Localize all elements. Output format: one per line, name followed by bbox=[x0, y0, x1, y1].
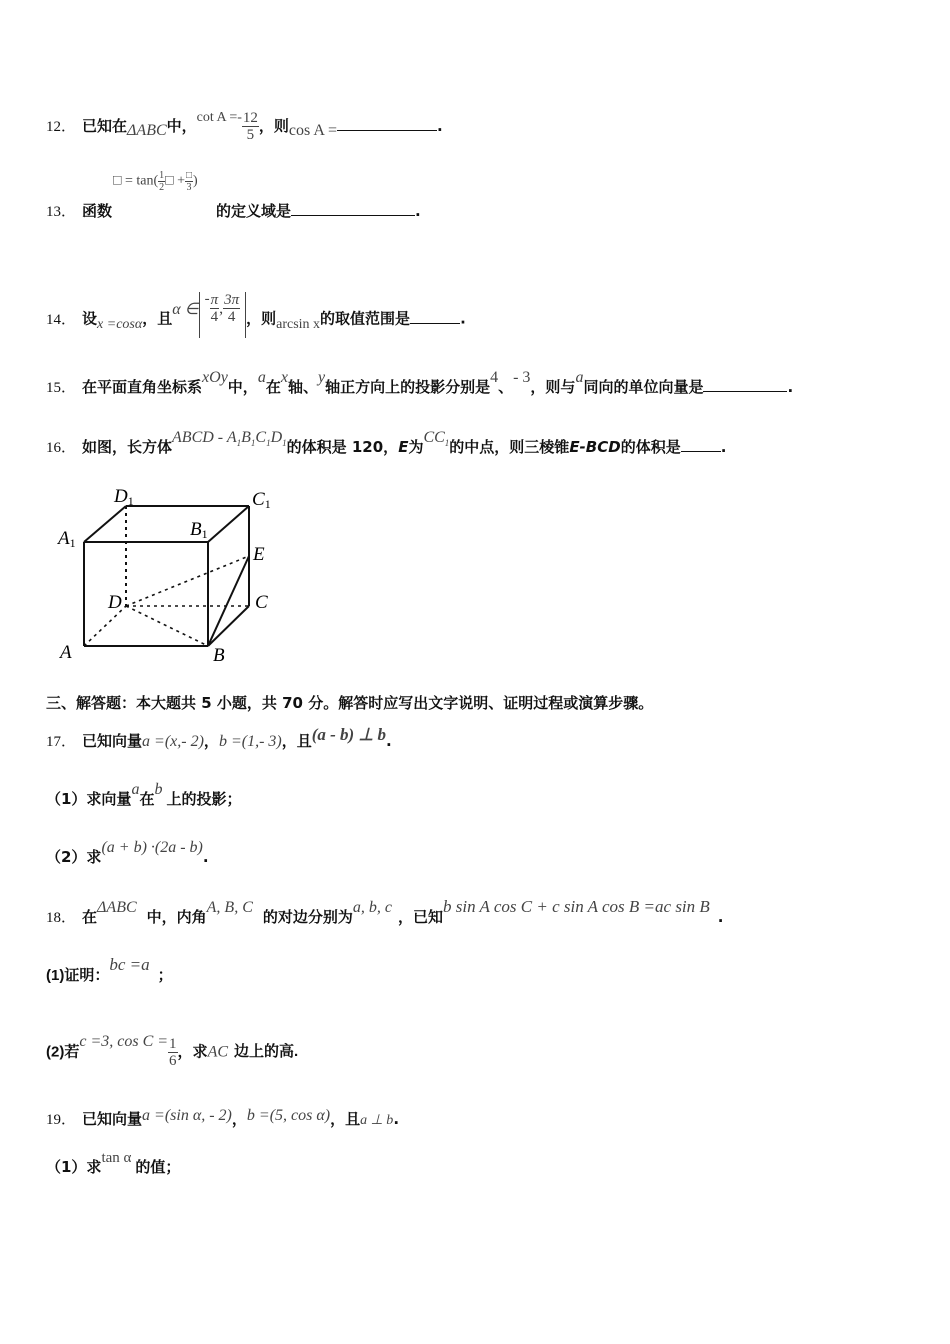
text: 在 bbox=[139, 790, 155, 808]
text: 在 bbox=[82, 908, 98, 926]
text: ，已知 bbox=[398, 908, 444, 926]
math-cc1 bbox=[423, 429, 450, 449]
text: ，则与 bbox=[530, 378, 576, 396]
text: . bbox=[415, 202, 421, 220]
text: 如图，长方体 bbox=[82, 438, 173, 456]
denominator: 4 bbox=[210, 309, 219, 325]
question-18 bbox=[46, 897, 724, 927]
math-eq: bc =a bbox=[109, 955, 150, 974]
text: 的定义域是 bbox=[216, 202, 292, 220]
math-part: ABCD - A bbox=[172, 429, 237, 446]
denominator: 3 bbox=[186, 182, 192, 193]
math-solid bbox=[172, 429, 287, 449]
numerator: π bbox=[210, 292, 219, 308]
label-C: C bbox=[255, 592, 268, 613]
question-number: 17． bbox=[46, 734, 77, 750]
numerator: □ bbox=[185, 170, 193, 181]
math-comma: , bbox=[219, 300, 224, 317]
formula-text: ) bbox=[193, 173, 198, 189]
answer-blank[interactable] bbox=[681, 450, 721, 452]
text: . bbox=[460, 309, 466, 328]
math-sides: a, b, c bbox=[352, 899, 392, 916]
math-b: b bbox=[154, 781, 163, 798]
question-17 bbox=[46, 725, 392, 751]
math-a: a bbox=[131, 781, 140, 798]
denominator: 6 bbox=[169, 1053, 177, 1069]
question-19-part-1 bbox=[46, 1150, 181, 1177]
text: 已知向量 bbox=[82, 1110, 143, 1128]
denominator: 2 bbox=[159, 182, 165, 193]
numerator: 12 bbox=[242, 110, 258, 126]
hidden-D-B bbox=[126, 606, 208, 646]
math-interval bbox=[199, 292, 247, 338]
math-part: B bbox=[241, 429, 251, 446]
math-perp: a ⊥ b bbox=[360, 1113, 394, 1128]
math-value: 4 bbox=[490, 369, 499, 386]
question-14 bbox=[46, 291, 466, 342]
math-angles: A, B, C bbox=[206, 899, 253, 916]
math-part: D bbox=[270, 429, 283, 446]
question-number: 18． bbox=[46, 910, 77, 926]
question-13 bbox=[46, 200, 421, 221]
math-a-def: a =(x,- 2) bbox=[142, 733, 204, 750]
text: 的值； bbox=[135, 1158, 181, 1176]
math-fraction bbox=[210, 292, 220, 325]
text: 为 bbox=[408, 438, 424, 456]
text: 的体积是 bbox=[620, 438, 681, 456]
label-B: B bbox=[213, 645, 225, 666]
math-cot: cot A =- bbox=[196, 110, 242, 125]
text: ，则 bbox=[258, 117, 289, 135]
text: ， bbox=[203, 732, 219, 750]
math-x: x bbox=[280, 369, 288, 386]
text: . bbox=[386, 732, 392, 750]
question-18-part-1 bbox=[46, 955, 173, 985]
answer-blank[interactable] bbox=[337, 129, 437, 131]
text: 已知向量 bbox=[82, 732, 143, 750]
text: 轴、 bbox=[287, 378, 318, 396]
numerator: 1 bbox=[159, 170, 165, 181]
label-A: A bbox=[60, 642, 72, 663]
math-b-def: b =(1,- 3) bbox=[218, 733, 282, 750]
formula-text: □ = tan( bbox=[113, 173, 159, 189]
question-12 bbox=[46, 110, 443, 143]
text: 边上的高. bbox=[234, 1043, 299, 1061]
text: 的取值范围是 bbox=[320, 309, 411, 328]
part-label: (1)证明： bbox=[46, 967, 110, 984]
denominator: 5 bbox=[246, 127, 255, 143]
text: . bbox=[720, 438, 727, 456]
text: 中， bbox=[166, 117, 197, 135]
question-number: 19． bbox=[46, 1112, 77, 1128]
answer-blank[interactable] bbox=[291, 214, 415, 216]
math-expr: tan α bbox=[101, 1150, 132, 1166]
math-equation: b sin A cos C + c sin A cos B =ac sin B bbox=[443, 897, 710, 916]
text-ebcd: E-BCD bbox=[569, 438, 621, 456]
text: ，且 bbox=[281, 732, 312, 750]
math-cosA: cos A = bbox=[288, 122, 338, 139]
answer-blank[interactable] bbox=[410, 322, 460, 324]
text: 上的投影； bbox=[166, 790, 242, 808]
label-A1: A1 bbox=[58, 528, 76, 550]
text: . bbox=[393, 1110, 400, 1128]
math-a: a bbox=[257, 369, 266, 386]
segment-B-E bbox=[208, 556, 249, 646]
math-fraction bbox=[168, 1036, 178, 1069]
question-13-formula bbox=[113, 170, 198, 193]
math-fraction bbox=[223, 292, 240, 325]
section-3-header bbox=[46, 692, 653, 713]
text: ， bbox=[231, 1110, 247, 1128]
math-condition: (a - b) ⊥ b bbox=[311, 725, 387, 744]
math-a-def: a =(sin α, - 2) bbox=[142, 1107, 232, 1124]
text: 、 bbox=[498, 378, 514, 396]
subscript: 1 bbox=[250, 438, 256, 449]
numerator: 3π bbox=[224, 292, 240, 308]
question-17-part-1 bbox=[46, 781, 242, 809]
formula-fraction bbox=[185, 170, 193, 193]
text: 在 bbox=[265, 378, 281, 396]
math-value: - 3 bbox=[513, 369, 531, 386]
subscript: 1 bbox=[444, 438, 450, 449]
denominator: 4 bbox=[227, 309, 236, 325]
text: 的对边分别为 bbox=[262, 908, 353, 926]
answer-blank[interactable] bbox=[703, 390, 787, 392]
label-B1: B1 bbox=[190, 519, 208, 541]
math-eq: c =3, cos C = bbox=[79, 1033, 169, 1051]
label-D: D bbox=[108, 592, 122, 613]
label-C1: C1 bbox=[252, 489, 271, 511]
text: 轴正方向上的投影分别是 bbox=[325, 378, 491, 396]
text: ，则 bbox=[246, 309, 277, 328]
text: ，且 bbox=[330, 1110, 361, 1128]
cuboid-figure bbox=[50, 478, 290, 668]
text: 中，内角 bbox=[146, 908, 207, 926]
math-xOy: xOy bbox=[202, 369, 228, 386]
text: ，求 bbox=[177, 1043, 208, 1061]
question-16 bbox=[46, 429, 727, 458]
math-triangle: ΔABC bbox=[127, 122, 167, 139]
edge-A1-D1 bbox=[84, 506, 126, 542]
math-neg: - bbox=[204, 291, 210, 307]
math-fraction bbox=[242, 110, 259, 143]
math-y: y bbox=[317, 369, 326, 386]
text: 的中点，则三棱锥 bbox=[449, 438, 570, 456]
math-part: CC bbox=[423, 429, 445, 446]
question-number: 15． bbox=[46, 380, 77, 396]
numerator: 1 bbox=[169, 1036, 177, 1052]
subscript: 1 bbox=[282, 438, 287, 449]
text: . bbox=[437, 117, 443, 135]
text: 已知在 bbox=[82, 117, 128, 135]
text: 同向的单位向量是 bbox=[583, 378, 704, 396]
section-title: 三、解答题：本大题共 5 小题，共 70 分。解答时应写出文字说明、证明过程或演算步骤。 bbox=[46, 694, 654, 712]
question-18-part-2 bbox=[46, 1033, 299, 1069]
math-triangle: ΔABC bbox=[97, 899, 137, 916]
part-label: (2)若 bbox=[46, 1043, 80, 1061]
text: ，且 bbox=[142, 309, 173, 328]
math-alpha-in: α ∈ bbox=[172, 300, 199, 318]
question-17-part-2 bbox=[46, 839, 209, 867]
edge-B1-C1 bbox=[208, 506, 249, 542]
math-AC: AC bbox=[207, 1043, 229, 1061]
math-a: a bbox=[575, 369, 584, 386]
question-15 bbox=[46, 369, 794, 397]
text: 在平面直角坐标系 bbox=[82, 378, 203, 396]
text: 设 bbox=[82, 309, 98, 328]
text-E: E bbox=[398, 438, 409, 456]
subscript: 1 bbox=[266, 438, 271, 449]
part-label: （1）求向量 bbox=[46, 790, 132, 808]
math-expr: (a + b) ·(2a - b) bbox=[101, 839, 203, 856]
text: 的体积是 120， bbox=[286, 438, 399, 456]
question-number: 14． bbox=[46, 311, 77, 328]
text: ； bbox=[157, 967, 173, 984]
question-19 bbox=[46, 1108, 399, 1129]
text: . bbox=[787, 378, 794, 396]
math-x-def: x =cosα bbox=[97, 316, 143, 332]
part-label: （2）求 bbox=[46, 848, 102, 866]
math-arcsin: arcsin x bbox=[276, 316, 321, 332]
text: . bbox=[202, 848, 209, 866]
label-E: E bbox=[253, 544, 265, 565]
text: . bbox=[717, 908, 724, 926]
math-b-def: b =(5, cos α) bbox=[246, 1107, 331, 1124]
subscript: 1 bbox=[236, 438, 242, 449]
question-number: 13． bbox=[46, 204, 77, 220]
part-label: （1）求 bbox=[46, 1158, 102, 1176]
edge-B-C bbox=[208, 606, 249, 646]
formula-text: □ + bbox=[165, 173, 185, 189]
text: 中， bbox=[227, 378, 258, 396]
math-part: C bbox=[255, 429, 267, 446]
label-D1: D1 bbox=[114, 486, 134, 508]
text: 函数 bbox=[82, 202, 113, 220]
question-number: 12． bbox=[46, 119, 77, 135]
question-number: 16． bbox=[46, 440, 77, 456]
